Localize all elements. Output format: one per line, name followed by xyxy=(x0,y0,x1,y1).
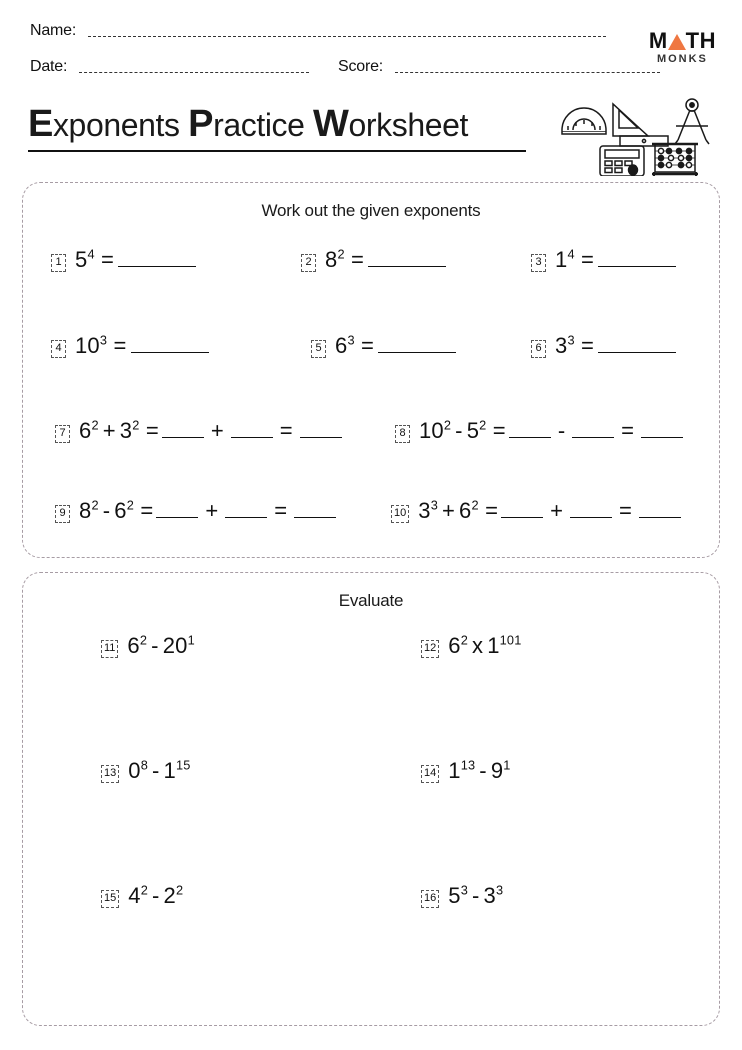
math-monks-logo xyxy=(649,30,716,65)
problem-13[interactable] xyxy=(101,758,191,785)
score-label: Score: xyxy=(338,58,384,75)
problem-12-number: 12 xyxy=(421,640,439,658)
problem-16-exponent1: 3 xyxy=(460,882,468,898)
problem-4-number: 4 xyxy=(51,340,66,358)
problem-16-operator: - xyxy=(471,883,480,908)
problem-2-exponent: 2 xyxy=(337,246,345,262)
problem-12-base2: 1 xyxy=(487,633,500,658)
problem-7-expression xyxy=(79,418,159,444)
problem-14-exponent1: 13 xyxy=(460,757,476,773)
problem-16-base2: 3 xyxy=(483,883,496,908)
title-word1-capital: E xyxy=(28,103,53,145)
problem-8-base2: 5 xyxy=(466,418,480,443)
compass-icon xyxy=(675,99,709,144)
problem-7-blank-3[interactable] xyxy=(300,421,342,438)
problem-9-blank-operator: + xyxy=(205,498,219,523)
problem-1-answer-blank[interactable] xyxy=(118,250,196,267)
abacus-icon xyxy=(652,144,698,176)
problem-2-equals: = xyxy=(351,247,365,272)
score-field-row xyxy=(338,58,660,76)
problem-8-equals-1: = xyxy=(492,418,506,443)
problem-7[interactable] xyxy=(55,418,345,445)
problem-7-operator: + xyxy=(102,418,116,443)
problem-12-base1: 6 xyxy=(448,633,461,658)
problem-9-operator: - xyxy=(102,498,111,523)
problem-10-equals-1: = xyxy=(485,498,499,523)
problem-10-number: 10 xyxy=(391,505,409,523)
problem-14-expression xyxy=(448,758,510,784)
logo-m-letter: M xyxy=(648,28,668,53)
problem-15-exponent2: 2 xyxy=(175,882,184,898)
problem-5-base: 6 xyxy=(335,333,348,358)
problem-9-blank-1[interactable] xyxy=(156,501,198,518)
page-title xyxy=(28,104,528,146)
problem-3[interactable] xyxy=(531,247,676,274)
problem-12-expression xyxy=(448,633,521,659)
problem-9-blank-2[interactable] xyxy=(225,501,267,518)
problem-14-exponent2: 1 xyxy=(503,757,511,773)
problem-14-operator: - xyxy=(479,758,487,783)
problem-9-blank-3[interactable] xyxy=(294,501,336,518)
problem-15-exponent1: 2 xyxy=(140,882,148,898)
problem-6[interactable] xyxy=(531,333,676,360)
problem-8-operator: - xyxy=(455,418,463,443)
worksheet-header xyxy=(0,0,742,96)
problem-10-expression xyxy=(418,498,498,524)
problem-10-base2: 6 xyxy=(459,498,472,523)
problem-15-expression xyxy=(128,883,183,909)
problem-6-number: 6 xyxy=(531,340,546,358)
problem-13-exponent2: 15 xyxy=(175,757,191,773)
problem-7-exponent1: 2 xyxy=(91,417,99,433)
title-word2-rest: ractice xyxy=(213,107,305,143)
problem-11-base2: 20 xyxy=(162,633,188,658)
problem-11-exponent2: 1 xyxy=(187,632,195,648)
problem-16-expression xyxy=(448,883,503,909)
problem-15-number: 15 xyxy=(101,890,119,908)
problem-13-operator: - xyxy=(151,758,160,783)
problem-7-equals-2: = xyxy=(279,418,293,443)
problem-13-exponent1: 8 xyxy=(140,757,148,773)
problem-4-exponent: 3 xyxy=(99,332,108,348)
problem-7-blank-1[interactable] xyxy=(162,421,204,438)
problem-8-number: 8 xyxy=(395,425,410,443)
problem-2-answer-blank[interactable] xyxy=(368,250,446,267)
problem-15-base2: 2 xyxy=(163,883,176,908)
problem-4-expression xyxy=(75,333,127,359)
problem-12-exponent1: 2 xyxy=(460,632,468,648)
problem-10-exponent2: 2 xyxy=(471,497,479,513)
problem-1-expression xyxy=(75,247,114,273)
problem-10-equals-2: = xyxy=(619,498,632,523)
problem-10-blank-operator: + xyxy=(550,498,564,523)
problem-9-exponent1: 2 xyxy=(91,497,99,513)
problem-3-exponent: 4 xyxy=(567,246,575,262)
problem-4[interactable] xyxy=(51,333,209,360)
calculator-icon xyxy=(600,146,644,176)
problem-7-base2: 3 xyxy=(119,418,133,443)
section-2-heading: Evaluate xyxy=(338,591,404,610)
title-word3-rest: orksheet xyxy=(348,107,469,143)
tools-svg xyxy=(556,96,720,176)
problem-6-exponent: 3 xyxy=(567,332,575,348)
problem-4-answer-blank[interactable] xyxy=(131,336,209,353)
problem-3-number: 3 xyxy=(531,254,546,272)
problem-8-blank-1[interactable] xyxy=(509,421,551,438)
problem-8-blank-2[interactable] xyxy=(572,421,614,438)
page-title-wrapper xyxy=(28,104,528,152)
section-work-out-exponents xyxy=(22,182,720,558)
problem-13-base2: 1 xyxy=(163,758,176,783)
problem-1[interactable] xyxy=(51,247,196,274)
problem-8-exponent1: 2 xyxy=(443,417,452,433)
problem-8-equals-2: = xyxy=(621,418,634,443)
problem-8-expression xyxy=(419,418,506,444)
set-square-icon xyxy=(613,104,648,136)
logo-subtext: MONKS xyxy=(656,53,708,65)
problem-9[interactable] xyxy=(55,498,339,525)
problem-5-number: 5 xyxy=(311,340,326,358)
logo-th-letters: TH xyxy=(685,28,716,53)
problem-10-exponent1: 3 xyxy=(430,497,438,513)
problem-7-blank-2[interactable] xyxy=(231,421,273,438)
problem-11-operator: - xyxy=(151,633,159,658)
problem-13-number: 13 xyxy=(101,765,119,783)
problem-10-blank-3[interactable] xyxy=(639,501,681,518)
problem-2-base: 8 xyxy=(325,247,338,272)
date-label: Date: xyxy=(30,58,68,75)
problem-10-base1: 3 xyxy=(418,498,431,523)
protractor-icon xyxy=(562,108,606,134)
problem-11-expression xyxy=(127,633,194,659)
problem-12-exponent2: 101 xyxy=(499,632,522,648)
problem-9-exponent2: 2 xyxy=(126,497,134,513)
problem-13-base1: 0 xyxy=(128,758,141,783)
problem-3-answer-blank[interactable] xyxy=(598,250,676,267)
problem-11-exponent1: 2 xyxy=(139,632,148,648)
problem-8[interactable] xyxy=(395,418,686,445)
title-word3-capital: W xyxy=(313,103,349,145)
problem-9-equals-1: = xyxy=(140,498,154,523)
problem-6-equals: = xyxy=(581,333,595,358)
problem-9-base2: 6 xyxy=(114,498,127,523)
problem-12[interactable] xyxy=(421,633,522,660)
problem-7-exponent2: 2 xyxy=(132,417,140,433)
problem-6-answer-blank[interactable] xyxy=(598,336,676,353)
problem-14-number: 14 xyxy=(421,765,439,783)
problem-10-blank-1[interactable] xyxy=(501,501,543,518)
problem-5-answer-blank[interactable] xyxy=(378,336,456,353)
problem-1-exponent: 4 xyxy=(87,246,95,262)
problem-9-number: 9 xyxy=(55,505,70,523)
problem-8-blank-3[interactable] xyxy=(641,421,683,438)
problem-14-base1: 1 xyxy=(448,758,461,783)
section-1-heading: Work out the given exponents xyxy=(261,201,481,220)
problem-11[interactable] xyxy=(101,633,195,660)
score-input-line[interactable] xyxy=(395,72,660,73)
name-input-line[interactable] xyxy=(88,36,606,37)
problem-10-operator: + xyxy=(441,498,456,523)
problem-7-base1: 6 xyxy=(79,418,92,443)
problem-2-number: 2 xyxy=(301,254,316,272)
problem-5[interactable] xyxy=(311,333,456,360)
problem-14-base2: 9 xyxy=(490,758,504,783)
problem-6-expression xyxy=(555,333,594,359)
problem-9-expression xyxy=(79,498,153,524)
name-field-row xyxy=(30,22,615,40)
problem-1-number: 1 xyxy=(51,254,66,272)
problem-8-base1: 10 xyxy=(419,418,444,443)
problem-7-blank-operator: + xyxy=(210,418,224,443)
title-word2-capital: P xyxy=(188,103,214,145)
problem-8-exponent2: 2 xyxy=(479,417,487,433)
problem-9-equals-2: = xyxy=(274,498,288,523)
problem-16[interactable] xyxy=(421,883,503,910)
problem-11-number: 11 xyxy=(101,640,118,658)
problem-9-base1: 8 xyxy=(79,498,92,523)
title-word1-rest: xponents xyxy=(52,107,180,143)
problem-12-operator: x xyxy=(471,633,484,658)
problem-16-number: 16 xyxy=(421,890,439,908)
problem-15-operator: - xyxy=(151,883,160,908)
problem-10[interactable] xyxy=(391,498,684,525)
date-input-line[interactable] xyxy=(79,72,309,73)
problem-15[interactable] xyxy=(101,883,183,910)
title-underline xyxy=(28,150,526,152)
problem-7-equals-1: = xyxy=(145,418,159,443)
math-tools-illustration xyxy=(556,96,720,176)
problem-16-base1: 5 xyxy=(448,883,461,908)
problem-8-blank-operator: - xyxy=(557,418,566,443)
problem-2-expression xyxy=(325,247,364,273)
problem-2[interactable] xyxy=(301,247,446,274)
problem-5-expression xyxy=(335,333,374,359)
logo-triangle-icon xyxy=(668,34,686,50)
problem-13-expression xyxy=(128,758,190,784)
problem-6-base: 3 xyxy=(555,333,568,358)
problem-3-base: 1 xyxy=(555,247,568,272)
problem-3-equals: = xyxy=(581,247,595,272)
problem-7-number: 7 xyxy=(55,425,70,443)
problem-4-equals: = xyxy=(113,333,127,358)
problem-4-base: 10 xyxy=(75,333,100,358)
name-label: Name: xyxy=(30,22,77,39)
date-field-row xyxy=(30,58,309,76)
problem-14[interactable] xyxy=(421,758,511,785)
problem-1-base: 5 xyxy=(75,247,88,272)
section-evaluate xyxy=(22,572,720,1026)
problem-15-base1: 4 xyxy=(128,883,141,908)
problem-1-equals: = xyxy=(101,247,115,272)
logo-wordmark xyxy=(649,30,716,52)
problem-10-blank-2[interactable] xyxy=(570,501,612,518)
problem-11-base1: 6 xyxy=(127,633,140,658)
problem-5-equals: = xyxy=(361,333,375,358)
problem-5-exponent: 3 xyxy=(347,332,355,348)
problem-3-expression xyxy=(555,247,594,273)
problem-16-exponent2: 3 xyxy=(495,882,504,898)
